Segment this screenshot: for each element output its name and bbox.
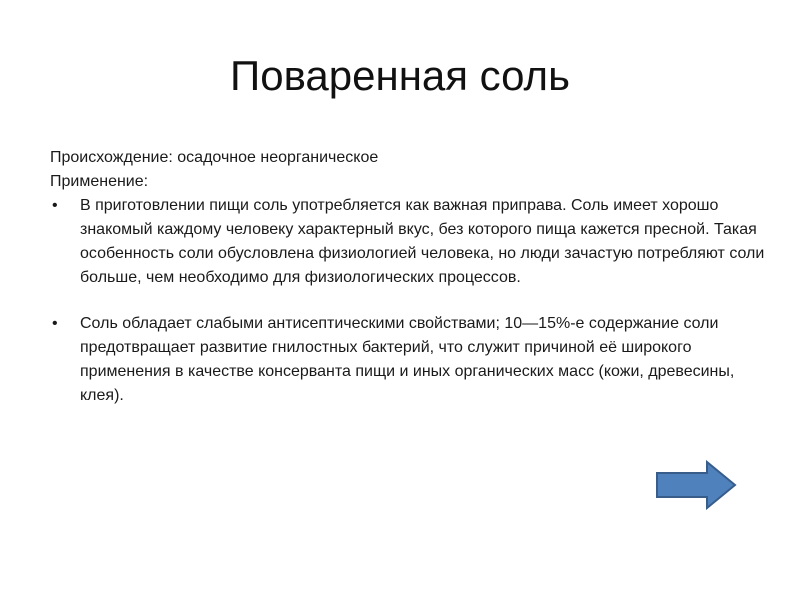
bullet-text: В приготовлении пищи соль употребляется как важная приправа. Соль имеет хорошо знакомый каждому человеку характерный вкус, без которого пища кажется пресной. Такая особенность соли обусловлена физиологией человека, но люди зачастую потребляют соли больше, чем необходимо для физиологических процессов. [80, 197, 765, 286]
bullet-item [50, 312, 770, 408]
slide-body [50, 146, 765, 408]
usage-line: Применение: [50, 173, 149, 190]
bullet-list [50, 194, 765, 408]
bullet-marker: • [52, 315, 58, 332]
bullet-text: Соль обладает слабыми антисептическими свойствами; 10—15%-е содержание соли предотвращает развитие гнилостных бактерий, что служит причиной её широкого применения в качестве консерванта пищи и иных органических масс (кожи, древесины, клея). [80, 315, 735, 404]
bullet-marker: • [52, 197, 58, 214]
bullet-item [50, 194, 770, 290]
slide-title: Поваренная соль [230, 52, 570, 99]
right-arrow-shape [657, 462, 735, 508]
right-arrow-icon[interactable] [655, 460, 737, 510]
origin-line: Происхождение: осадочное неорганическое [50, 149, 379, 166]
